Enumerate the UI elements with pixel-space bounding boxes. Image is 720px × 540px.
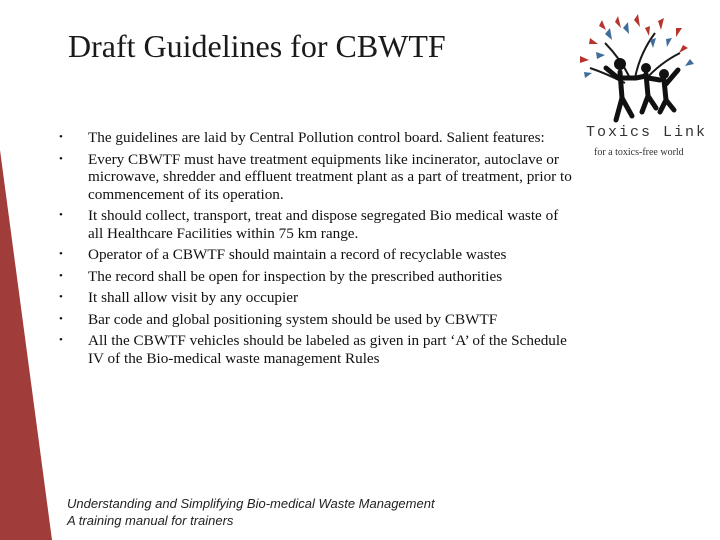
footer-line-title: Understanding and Simplifying Bio-medical Waste Management <box>67 496 435 511</box>
list-item-text: It should collect, transport, treat and dispose segregated Bio medical waste of all Healthcare Facilities within 75 km range. <box>88 207 559 242</box>
list-item <box>56 332 576 367</box>
list-item <box>56 207 576 242</box>
footer-line-subtitle: A training manual for trainers <box>67 513 234 528</box>
list-item-text: Every CBWTF must have treatment equipments like incinerator, autoclave or microwave, shredder and effluent treatment plant as a part of treatment, prior to commencement of its operation. <box>88 150 572 203</box>
bullet-marker: • <box>59 248 63 260</box>
list-item <box>56 311 576 329</box>
page-title: Draft Guidelines for CBWTF <box>68 28 446 64</box>
list-item-text: The record shall be open for inspection by the prescribed authorities <box>88 267 503 285</box>
list-item-text: The guidelines are laid by Central Pollution control board. Salient features: <box>88 129 545 146</box>
bullet-marker: • <box>59 334 63 346</box>
list-item <box>56 151 576 204</box>
list-item <box>56 246 576 264</box>
list-item-text: It shall allow visit by any occupier <box>88 289 299 306</box>
logo-tagline: for a toxics-free world <box>594 147 684 158</box>
bullet-list <box>56 129 576 371</box>
list-item-text: Operator of a CBWTF should maintain a record of recyclable wastes <box>88 246 507 263</box>
bullet-marker: • <box>59 291 63 303</box>
footer <box>67 495 435 529</box>
list-item-text: Bar code and global positioning system should be used by CBWTF <box>88 310 498 328</box>
bullet-marker: • <box>59 152 63 165</box>
list-item <box>56 129 576 147</box>
bullet-marker: • <box>59 269 63 282</box>
bullet-marker: • <box>59 131 63 143</box>
bullet-marker: • <box>59 209 63 221</box>
bullet-marker: • <box>59 312 63 325</box>
list-item <box>56 289 576 307</box>
toxics-link-logo-icon <box>560 8 710 168</box>
list-item-text: All the CBWTF vehicles should be labeled as given in part ‘A’ of the Schedule IV of the Bio-medical waste management Rules <box>88 332 567 367</box>
list-item <box>56 268 576 286</box>
logo-name: Toxics Link <box>586 124 708 141</box>
